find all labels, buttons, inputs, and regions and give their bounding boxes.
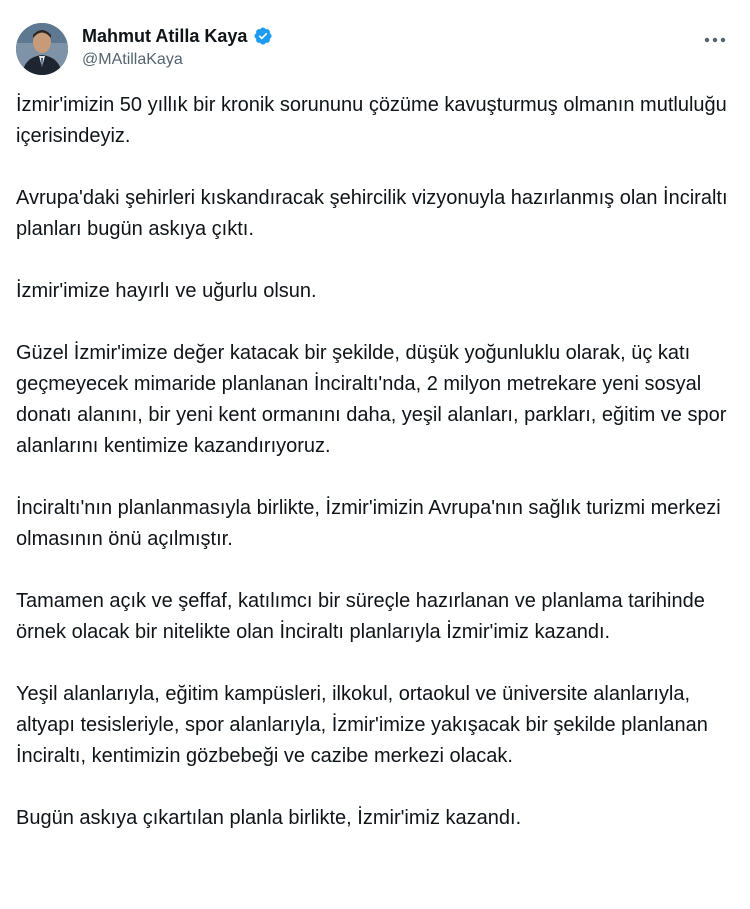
avatar-portrait-icon [16, 23, 68, 75]
avatar[interactable] [16, 23, 68, 75]
name-row [82, 24, 273, 48]
tweet-paragraph: Bugün askıya çıkartılan planla birlikte, İzmir'imiz kazandı. [16, 807, 522, 829]
tweet-paragraph: Avrupa'daki şehirleri kıskandıracak şehircilik vizyonuyla hazırlanmış olan İnciraltı planları bugün askıya çıktı. [16, 187, 728, 240]
more-options-icon[interactable] [700, 28, 730, 52]
tweet-paragraph: İnciraltı'nın planlanmasıyla birlikte, İzmir'imizin Avrupa'nın sağlık turizmi merkezi olmasının önü açılmıştır. [16, 497, 721, 550]
tweet-header [16, 18, 734, 78]
author-handle[interactable]: @MAtillaKaya [82, 51, 183, 68]
tweet-paragraph: Tamamen açık ve şeffaf, katılımcı bir süreçle hazırlanan ve planlama tarihinde örnek olacak bir nitelikte olan İnciraltı planlarıyla İzmir'imiz kazandı. [16, 590, 705, 643]
tweet-paragraph: İzmir'imizin 50 yıllık bir kronik sorununu çözüme kavuşturmuş olmanın mutluluğu içerisindeyiz. [16, 94, 727, 147]
tweet-paragraph: Yeşil alanlarıyla, eğitim kampüsleri, ilkokul, ortaokul ve üniversite alanlarıyla, altyapı tesisleriyle, spor alanlarıyla, İzmir'imize yakışacak bir şekilde planlanan İnciraltı, kentimizin gözbebeği ve cazibe merkezi olacak. [16, 683, 708, 767]
author-info [82, 24, 273, 69]
verified-badge-icon[interactable] [253, 26, 273, 46]
author-display-name[interactable]: Mahmut Atilla Kaya [82, 25, 248, 46]
tweet-paragraph: İzmir'imize hayırlı ve uğurlu olsun. [16, 280, 317, 302]
tweet-paragraph: Güzel İzmir'imize değer katacak bir şekilde, düşük yoğunluklu olarak, üç katı geçmeyecek mimaride planlanan İnciraltı'nda, 2 milyon metrekare yeni sosyal donatı alanını, bir yeni kent ormanını daha, yeşil alanları, parkları, eğitim ve spor alanlarını kentimize kazandırıyoruz. [16, 342, 727, 457]
tweet-text [16, 90, 734, 865]
